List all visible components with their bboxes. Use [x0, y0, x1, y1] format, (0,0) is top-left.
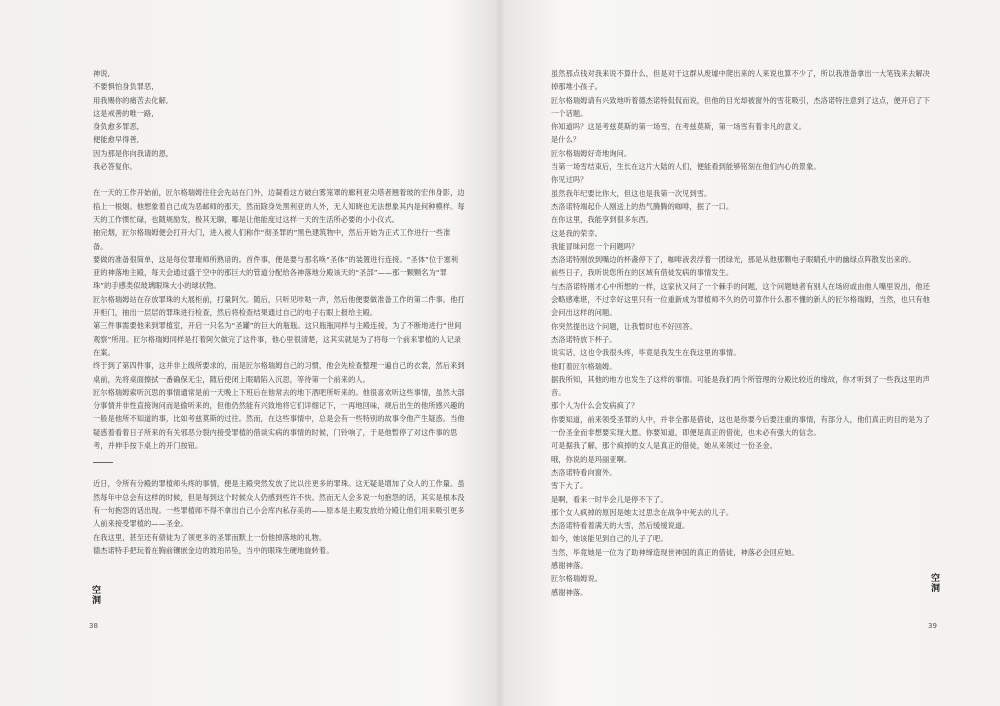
running-title-left: 空洞 [90, 585, 100, 605]
text-line: 可是据我了解，那个疯掉的女人是真正的借徒，她从来领过一份圣金。 [551, 441, 777, 451]
text-line: 杰洛诺特看着满天的大雪，然后缓缓说道。 [551, 521, 690, 531]
text-line: 当第一场雪结束后，生长在这片大陆的人们，便能看到能够铭刻在他们内心的景象。 [551, 162, 821, 172]
right-page [500, 0, 1000, 706]
text-line: 你知道吗？这是考兹莫斯的第一场雪，在考兹莫斯，第一场雪有着非凡的意义。 [551, 122, 807, 132]
text-line: 匠尔格瑞姆站在存放罪珠的大展柜前，打量阿欠。随后，只听见咔哒一声，然后他便要做准备工作的第二件事。他打开柜门，抽出一层层的罪珠进行检查，然后将检查结果通过自己的电子右眼上报给主殿。 [93, 294, 465, 318]
text-line: 据我所知，其他的地方也发生了这样的事情。可能是我们两个所管理的分殿比较近的缘故，你才听到了一些我这里的声音。 [551, 374, 930, 398]
text-line: 我必答复你。 [93, 162, 137, 172]
text-line: 在你这里，我能享到很多东西。 [551, 215, 654, 225]
text-line: 终于到了第四件事，这并非上级所要求的，而是匠尔格瑞姆自己的习惯，他会先检查整理一遍自己的衣裳，然后来到桌前，先将桌面擦拭一番确保无尘，随后使闭上眼睛陷入沉思，等待第一个前来的人。 [93, 361, 465, 384]
text-line: 是什么？ [551, 135, 581, 145]
text-line: 抽完烟，匠尔格瑞姆便会打开大门，进入被人们称作“彻圣罪的”黑色建筑物中，然后开始为正式工作进行一些准备。 [93, 228, 451, 251]
text-line: 虽然那点钱对我来说不算什么，但是对于这群从废墟中爬出来的人来说也算不少了，所以我准备拿出一大笔钱来去解决掉那堆小孩子。 [551, 69, 930, 92]
page-number-left: 38 [89, 622, 98, 630]
text-line: 感谢神落。 [551, 587, 588, 597]
text-line: 杰洛诺特刚放到嘴边的杯盏停下了，咖啡液表浮着一团绿光，那是从他那颗电子眼睛孔中的幽绿点阵散发出来的。 [551, 255, 916, 265]
text-line: 神说, [93, 69, 110, 78]
page-number-right: 39 [928, 622, 937, 630]
text-line: 前些日子，我听说您所在的区域有借徒发病的事情发生。 [551, 268, 734, 278]
text-line: 那个女人疯掉的原因是她太过思念在战争中死去的儿子。 [551, 507, 734, 517]
text-line: 匠尔格瑞姆请有兴致地听着德杰诺特侃侃而说，但他的目光却被窗外的雪花吸引，杰洛诺特注意到了这点，便开启了下一个话题。 [551, 95, 930, 118]
text-line: 便能愈早得善, [93, 135, 140, 145]
text-line: 他盯着匠尔格瑞姆。 [551, 361, 617, 371]
text-line: 匠尔格瑞姆说。 [551, 574, 603, 584]
text-line: 这是戒善的唯一路, [93, 108, 154, 118]
text-line: 杰洛诺特端起仆人刚送上的热气腾腾的咖啡，抿了一口。 [551, 201, 734, 211]
text-line: 杰洛诺特放下杯子。 [551, 334, 617, 344]
text-line: 在我这里，甚至还有债徒为了领更多的圣罪而默上一份他掉落地的礼物。 [93, 532, 327, 542]
text-line: 匠尔格瑞姆索听沉思的事情通常是前一天晚上下班后在他常去的地下酒吧所听来的。他很喜欢听这些事情，虽然大部分事情并非性直接询问而是偷听来的，但他仍然能有兴致地将它们详细记下，一再地回味，规后出生的他所感兴趣的一般是他所不知道的事，比如考兹莫斯的过往。然而，在这些事情中，总是会有一些特别的故事令他产生疑惑。当他疑惑着看着日子所来的有关邪恶分裂内接受罪植的借谈实病的事情的时候，门铃响了，于是他暂停了对这件事的思考，并伸手按下桌上的开门按钮。 [93, 387, 465, 451]
text-line: 因为那是你向我请的恩, [93, 148, 169, 158]
text-line: 不要惧怕身负罪恶, [93, 82, 154, 92]
text-line: 这是我的荣幸。 [551, 228, 603, 238]
text-line: 杰洛诺特看向窗外。 [551, 467, 617, 477]
text-line: 与杰洛诺特刚才心中所想的一样，这家伙又问了一个棘手的问题，这个问题她者有别人在场府或由他人嘴里说出，他还会略感难堪，不过幸好这里只有一位重新成为罪植师不久的仍可算作什么都不懂的新人的匠尔格瑞姆，当然，也只有他会问出这样的问题。 [551, 281, 930, 318]
text-line: 你要知道，前来领受圣罪的人中，并非全都是借徒，这也是你要今后要注重的事情，有部分人，他们真正的目的是为了一份圣金而非想要实现大愿。你要知道，即便是真正的借徒，也未必有强大的信念。 [551, 414, 930, 438]
body-section-b [93, 477, 465, 557]
text-line: 第三件事需要他来到罪植室，开启一只名为“圣罐”的巨大的瓶瓶。这只瓶瓶同样与主殿连接，为了不断地进行“世间观察”所用。匠尔格瑞姆同样是打着阿欠做完了这件事，他心里很清楚，这其实就是为了将每一个前来罪植的人记录在案。 [93, 321, 462, 357]
text-line: 匠尔格瑞姆好奇地询问。 [551, 148, 632, 158]
text-line: 近日，令所有分殿的罪植师头疼的事情，便是主殿突然发放了比以往更多的罪珠。这无疑是增加了众人的工作量。虽然每年中总会有这样的时候，但是每到这个时候众人仍感到些许不快。然而无人会多说一句抱怨的话，其实是根本没有一句抱怨的话出现。一些罪植师不得不拿出自己小会库内私存美的——原本是主殿发放给分殿让他们用来吸引更多人前来接受罪植的——圣金。 [93, 479, 465, 529]
text-line: 那个人为什么会发病疯了？ [551, 401, 639, 411]
text-line: 哦，你说的是玛丽亚啊。 [551, 454, 632, 464]
text-line: 感谢神落。 [551, 560, 588, 570]
text-line: 如今，她该能见到自己的儿子了吧。 [551, 534, 668, 544]
text-line: 虽然我年纪要比你大，但这也是我第一次见到雪。 [551, 188, 712, 198]
body-section-a [93, 186, 465, 452]
text-line: 我能冒昧问您一个问题吗？ [551, 241, 639, 251]
text-line: 要做的准备很简单，这是每位罪璀师所熟谙的。首件事，便是要与那名唤“圣体”的装置进行连接。“圣体”位于塞利亚的神落地主殿，每天会通过盛于空中的那巨大的管道分配给各神落地分殿该天的“圣部”——那一颗颗名为“罪珠”的手感类似玻璃眼珠大小的球状物。 [93, 254, 459, 291]
text-line: 在一天的工作开始前，匠尔格瑞姆往往会先站在门外，边凝看这方破白雾笼罩的廊利亚尖塔者翘着玻的宏伟身影，边掐上一根烟。他想象着自己成为恶邮师的那天，然而除身处黑利亚的人外，无人知晓也无法想象其内是何种模样。每天的工作惯忙碌，也随规励发，极其无聊，哪是让他能度过这样一天的生活所必要的小小仪式。 [93, 188, 465, 224]
text-line: 你突然提出这个问题，让我暂时也不好回答。 [551, 321, 697, 331]
right-page-text [551, 67, 931, 599]
text-line: 用我赐你的痛苦去化解, [93, 95, 169, 105]
text-line: 是啊，看来一时半会儿是停不下了。 [551, 494, 668, 504]
text-line: 说实话，这也令我很头疼，毕竟是我发生在我这里的事情。 [551, 348, 741, 358]
left-page-text [93, 67, 465, 557]
running-title-right: 空洞 [929, 573, 939, 593]
section-divider [93, 462, 113, 463]
text-line: 你见过吗？ [551, 175, 588, 185]
text-line: 雪下大了。 [551, 481, 588, 491]
text-line: 德杰诺特手把玩着在胸前镶嵌金边的玻珀吊坠，当中的眼珠生硬地旋转着。 [93, 545, 334, 555]
text-line: 身负愈多罪恶, [93, 122, 140, 132]
text-line: 当然，毕竟她是一位为了助神缔造现世神国的真正的借徒，神落必会回应她。 [551, 547, 799, 557]
poem [93, 67, 465, 173]
